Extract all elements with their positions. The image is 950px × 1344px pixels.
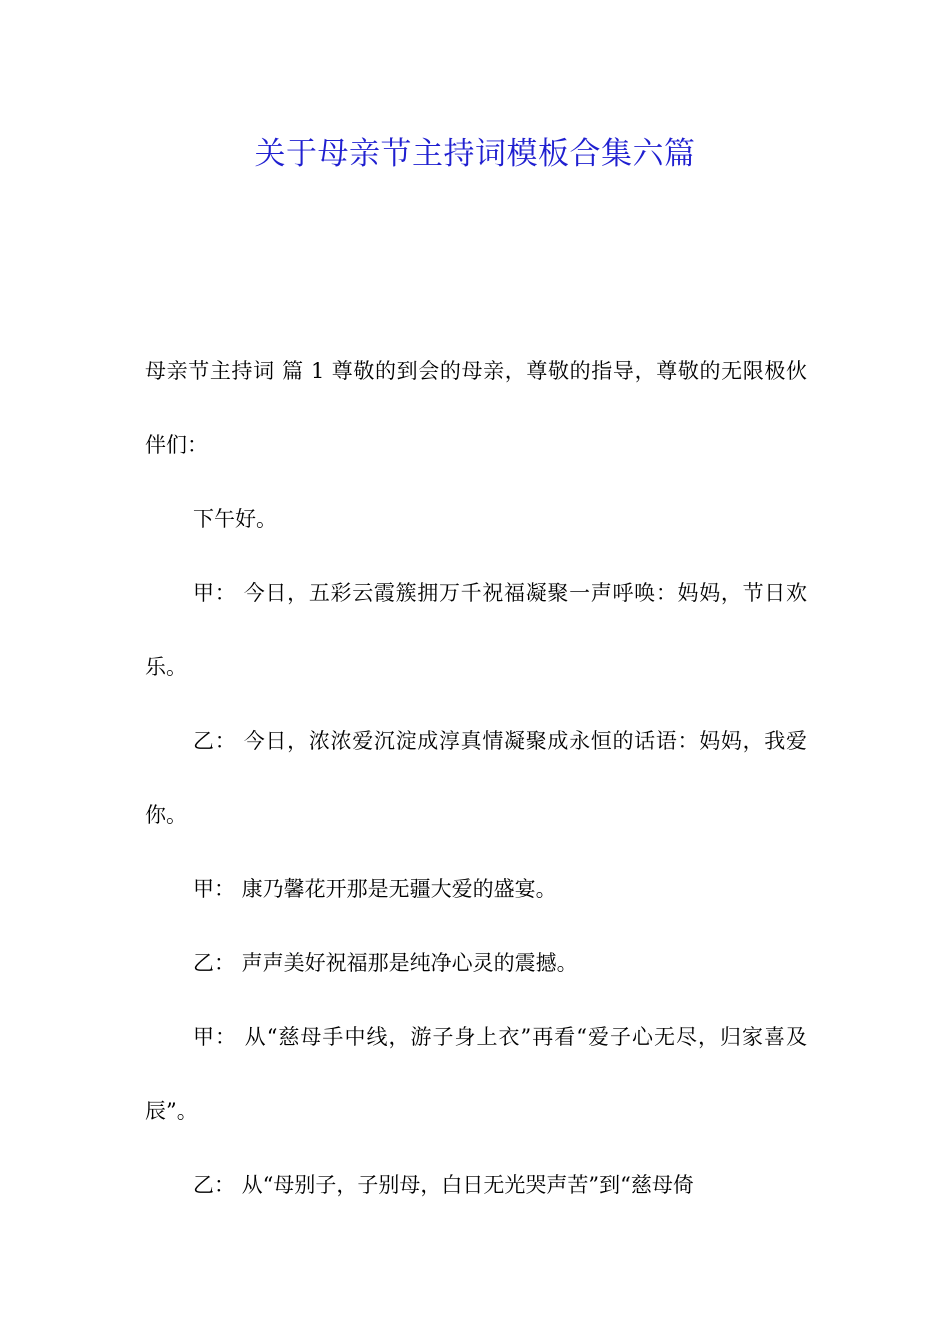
paragraph-1: 母亲节主持词 篇 1 尊敬的到会的母亲，尊敬的指导，尊敬的无限极伙伴们：	[145, 359, 807, 457]
paragraph-8: 乙： 从“母别子，子别母，白日无光哭声苦”到“慈母倚	[193, 1173, 694, 1197]
document-title: 关于母亲节主持词模板合集六篇	[254, 136, 696, 172]
paragraph-5: 甲： 康乃馨花开那是无疆大爱的盛宴。	[193, 877, 557, 901]
document-body	[145, 334, 807, 1222]
paragraph-6: 乙： 声声美好祝福那是纯净心灵的震撼。	[193, 951, 578, 975]
paragraph-4: 乙： 今日，浓浓爱沉淀成淳真情凝聚成永恒的话语：妈妈，我爱你。	[145, 729, 807, 827]
paragraph-3: 甲： 今日，五彩云霞簇拥万千祝福凝聚一声呼唤：妈妈，节日欢乐。	[145, 581, 807, 679]
paragraph-7: 甲： 从“慈母手中线，游子身上衣”再看“爱子心无尽，归家喜及辰”。	[145, 1025, 807, 1123]
paragraph-2: 下午好。	[193, 507, 277, 531]
